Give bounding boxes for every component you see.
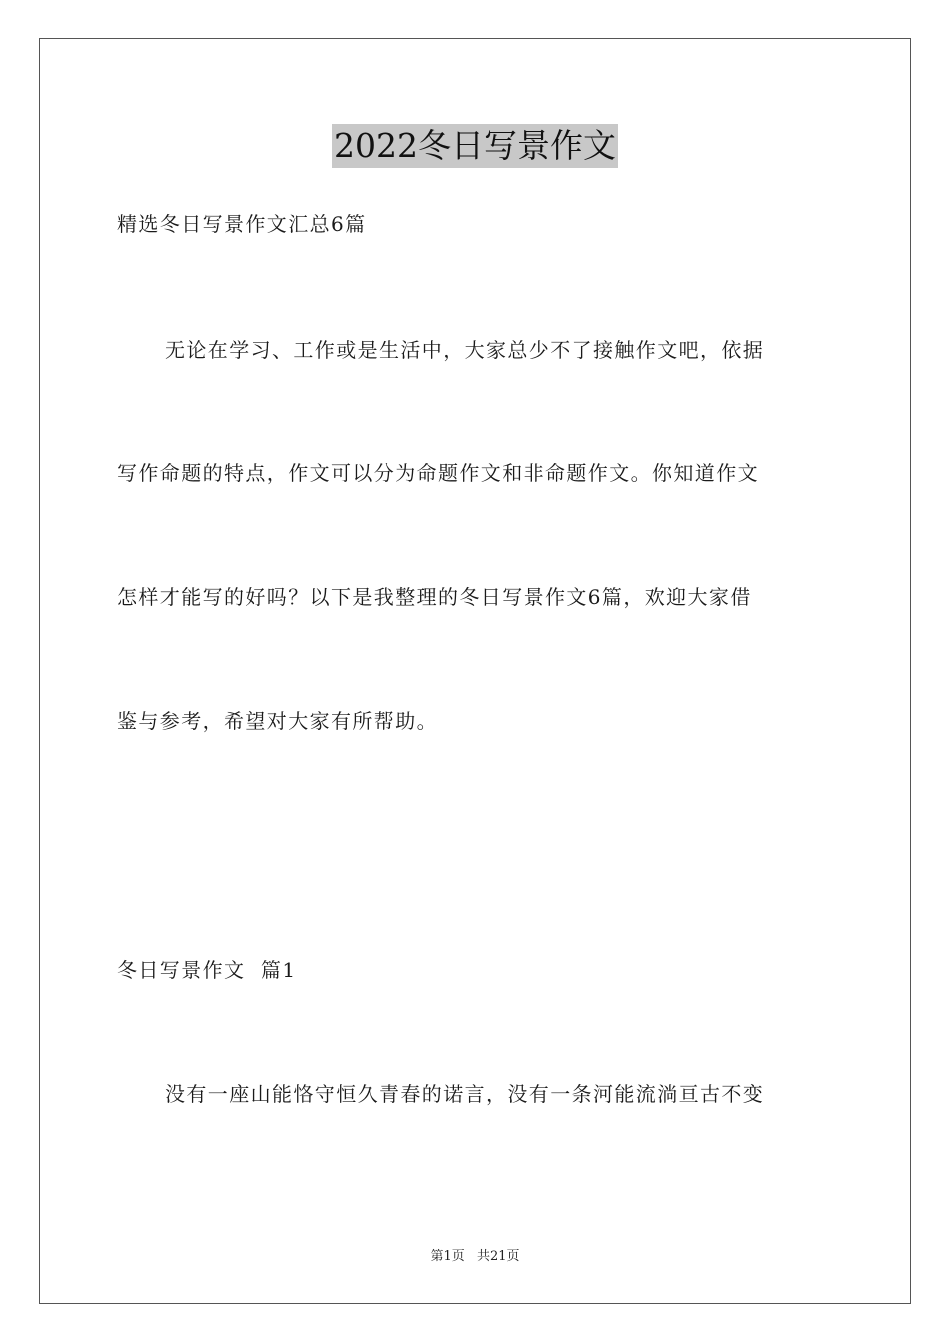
page-number: 第1页 — [430, 1249, 465, 1264]
document-title: 2022冬日写景作文 — [332, 124, 618, 168]
section-heading: 冬日写景作文 篇1 — [117, 958, 297, 982]
document-subtitle: 精选冬日写景作文汇总6篇 — [117, 212, 367, 236]
intro-line-3: 怎样才能写的好吗？以下是我整理的冬日写景作文6篇，欢迎大家借 — [117, 585, 752, 609]
title-wrapper — [0, 124, 950, 168]
intro-line-4: 鉴与参考，希望对大家有所帮助。 — [117, 709, 438, 733]
intro-line-1: 无论在学习、工作或是生活中，大家总少不了接触作文吧，依据 — [165, 338, 765, 362]
section-first-line: 没有一座山能恪守恒久青春的诺言，没有一条河能流淌亘古不变 — [165, 1082, 765, 1106]
page-footer — [0, 1248, 950, 1266]
page-total: 共21页 — [476, 1249, 520, 1264]
intro-line-2: 写作命题的特点，作文可以分为命题作文和非命题作文。你知道作文 — [117, 461, 759, 485]
